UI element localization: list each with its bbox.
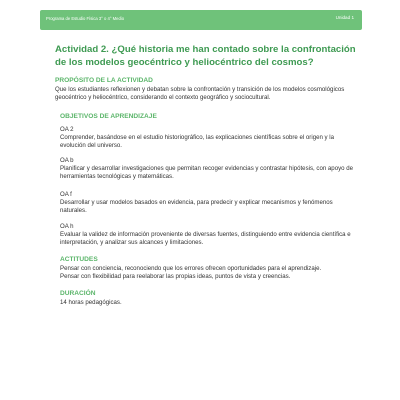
attitude-line: Pensar con conciencia, reconociendo que los errores ofrecen oportunidades para el aprendizaje. [60, 265, 322, 272]
oa-code: OA h [60, 223, 74, 230]
duration-heading: DURACIÓN [60, 290, 96, 297]
purpose-heading: PROPÓSITO DE LA ACTIVIDAD [55, 77, 153, 84]
oa-text: Evaluar la validez de información proveniente de diversas fuentes, distinguiendo entre evidencia científica e interpretación, y analizar sus alcances y limitaciones. [60, 231, 351, 246]
oa-code: OA f [60, 191, 72, 198]
duration-text: 14 horas pedagógicas. [60, 299, 122, 306]
activity-title: Actividad 2. ¿Qué historia me han contado sobre la confrontación de los modelos geocéntrico y heliocéntrico del cosmos? [55, 44, 356, 68]
attitude-line: Pensar con flexibilidad para reelaborar las propias ideas, puntos de vista y creencias. [60, 273, 291, 280]
purpose-text: Que los estudiantes reflexionen y debatan sobre la confrontación y transición de los modelos cosmológicos geocéntrico y heliocéntrico, considerando el contexto geográfico y sociocultural. [55, 86, 345, 101]
program-label: Programa de Estudio Física 3° o 4° Medio [46, 16, 125, 21]
oa-text: Planificar y desarrollar investigaciones que permitan recoger evidencias y contrastar hipótesis, con apoyo de herramientas tecnológicas y matemáticas. [60, 165, 353, 180]
objectives-heading: OBJETIVOS DE APRENDIZAJE [60, 113, 157, 120]
unit-label: Unidad 1 [335, 15, 354, 20]
oa-text: Desarrollar y usar modelos basados en evidencia, para predecir y explicar mecanismos y fenómenos naturales. [60, 199, 333, 214]
page-header-bar [40, 10, 362, 30]
oa-code: OA 2 [60, 126, 74, 133]
oa-text: Comprender, basándose en el estudio historiográfico, las explicaciones científicas sobre el origen y la evolución del universo. [60, 134, 335, 149]
oa-code: OA b [60, 157, 74, 164]
attitudes-heading: ACTITUDES [60, 256, 98, 263]
